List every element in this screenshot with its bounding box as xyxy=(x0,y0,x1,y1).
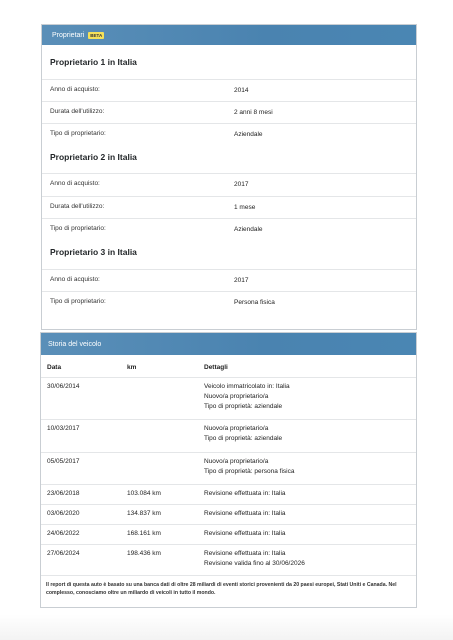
row-value: 2017 xyxy=(234,181,249,188)
history-detail-line: Nuovo/a proprietario/a xyxy=(204,425,269,432)
row-label: Tipo di proprietario: xyxy=(50,130,106,137)
history-detail-line: Revisione effettuata in: Italia xyxy=(204,510,286,517)
history-table-header xyxy=(41,355,416,378)
row-value: 2014 xyxy=(234,87,249,94)
owner-3-title: Proprietario 3 in Italia xyxy=(50,247,137,257)
history-date: 23/06/2018 xyxy=(47,490,80,497)
history-km: 103.084 km xyxy=(127,490,161,497)
row-label: Anno di acquisto: xyxy=(50,180,100,187)
column-header-details: Dettagli xyxy=(204,364,228,371)
owners-card xyxy=(41,24,417,330)
owner-3-row-type xyxy=(42,291,416,314)
row-label: Durata dell'utilizzo: xyxy=(50,108,105,115)
history-km: 168.161 km xyxy=(127,530,161,537)
history-details xyxy=(204,382,290,412)
history-details xyxy=(204,424,282,444)
owner-2-row-duration xyxy=(42,196,416,219)
history-date: 03/06/2020 xyxy=(47,510,80,517)
history-date: 24/06/2022 xyxy=(47,530,80,537)
vehicle-history-header xyxy=(41,333,416,355)
row-value: 2 anni 8 mesi xyxy=(234,109,273,116)
history-detail-line: Revisione effettuata in: Italia xyxy=(204,550,286,557)
row-label: Durata dell'utilizzo: xyxy=(50,203,105,210)
owner-2-row-year xyxy=(42,173,416,196)
history-date: 30/06/2014 xyxy=(47,383,80,390)
row-value: Persona fisica xyxy=(234,299,275,306)
history-row xyxy=(41,452,416,485)
owner-1-row-year xyxy=(42,79,416,102)
history-details xyxy=(204,529,286,539)
history-row xyxy=(41,419,416,453)
owners-card-header xyxy=(42,25,416,45)
history-details xyxy=(204,489,286,499)
history-details xyxy=(204,509,286,519)
vehicle-history-card xyxy=(40,332,417,608)
history-detail-line: Nuovo/a proprietario/a xyxy=(204,393,269,400)
history-footnote: Il report di questa auto è basato su una banca dati di oltre 28 miliardi di eventi storici provenienti da 20 paesi europei, Stati Uniti e Canada. Nel complesso, conosciamo oltre un miliardo di veicoli in tutto il mondo. xyxy=(46,582,397,596)
owners-card-title: Proprietari xyxy=(52,31,85,39)
history-detail-line: Revisione valida fino al 30/06/2026 xyxy=(204,560,305,567)
history-date: 27/06/2024 xyxy=(47,550,80,557)
history-detail-line: Nuovo/a proprietario/a xyxy=(204,458,269,465)
history-detail-line: Tipo di proprietà: aziendale xyxy=(204,403,283,410)
column-header-date: Data xyxy=(47,364,62,371)
row-label: Tipo di proprietario: xyxy=(50,225,106,232)
row-value: 1 mese xyxy=(234,204,256,211)
row-label: Tipo di proprietario: xyxy=(50,298,106,305)
vehicle-history-title: Storia del veicolo xyxy=(48,340,102,348)
owner-2-title: Proprietario 2 in Italia xyxy=(50,152,137,162)
owner-1-title: Proprietario 1 in Italia xyxy=(50,57,137,67)
row-label: Anno di acquisto: xyxy=(50,276,100,283)
history-km: 198.436 km xyxy=(127,550,161,557)
history-detail-line: Revisione effettuata in: Italia xyxy=(204,530,286,537)
history-date: 05/05/2017 xyxy=(47,458,80,465)
owner-1-row-type xyxy=(42,123,416,146)
history-detail-line: Tipo di proprietà: persona fisica xyxy=(204,468,295,475)
column-header-km: km xyxy=(127,364,137,371)
history-row xyxy=(41,484,416,505)
history-date: 10/03/2017 xyxy=(47,425,80,432)
owner-2-row-type xyxy=(42,218,416,241)
history-details xyxy=(204,549,305,569)
history-detail-line: Revisione effettuata in: Italia xyxy=(204,490,286,497)
history-row xyxy=(41,378,416,420)
history-details xyxy=(204,457,294,477)
history-row xyxy=(41,544,416,576)
beta-badge: BETA xyxy=(90,32,103,38)
history-km: 134.837 km xyxy=(127,510,161,517)
row-value: Aziendale xyxy=(234,131,263,138)
row-value: Aziendale xyxy=(234,226,263,233)
owner-1-row-duration xyxy=(42,101,416,124)
owner-3-row-year xyxy=(42,269,416,292)
row-value: 2017 xyxy=(234,277,249,284)
history-row xyxy=(41,524,416,545)
history-detail-line: Tipo di proprietà: aziendale xyxy=(204,435,283,442)
row-label: Anno di acquisto: xyxy=(50,86,100,93)
history-detail-line: Veicolo immatricolato in: Italia xyxy=(204,383,290,390)
history-row xyxy=(41,504,416,525)
